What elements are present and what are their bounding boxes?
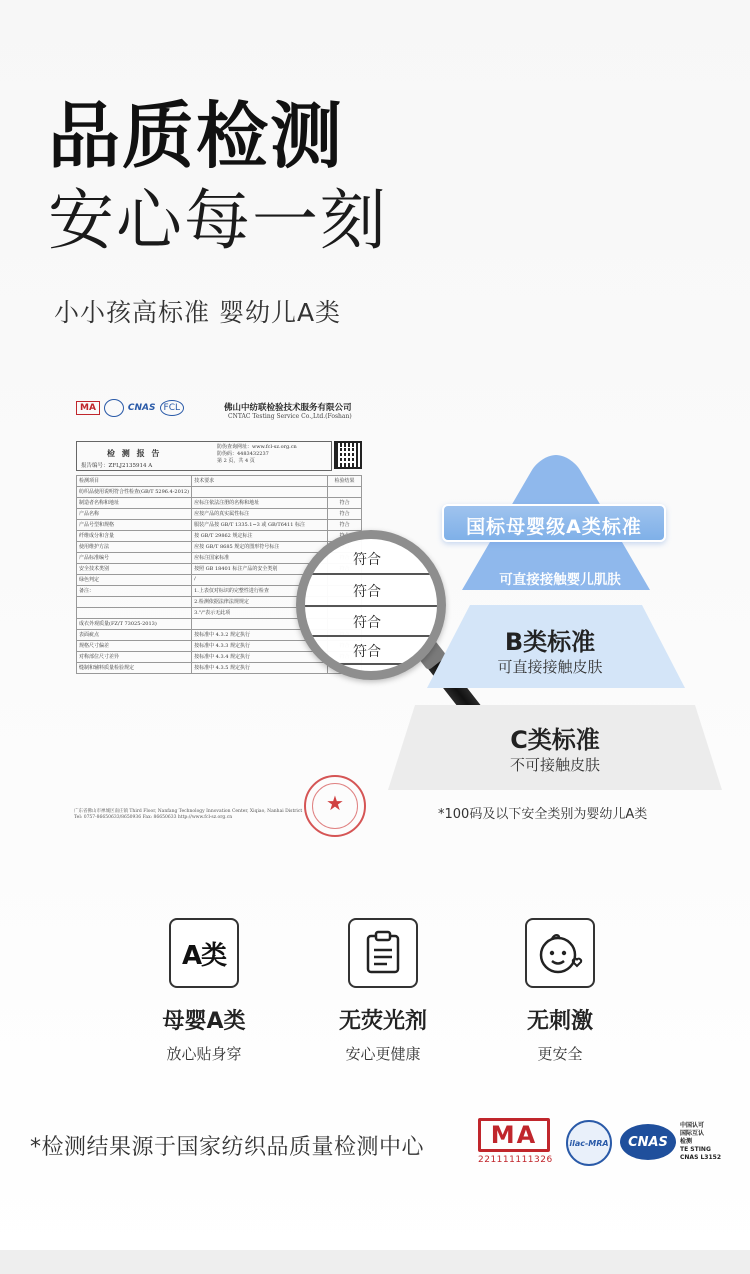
report-company-name-en: CNTAC Testing Service Co.,Ltd.(Foshan) [228, 413, 352, 420]
fcl-logo-icon: FCL [160, 400, 184, 416]
clipboard-icon [348, 918, 418, 988]
feature-subtitle: 放心贴身穿 [166, 1045, 242, 1063]
table-cell: 检验结果 [327, 476, 361, 487]
table-cell: 产品号型和规格 [77, 520, 192, 531]
cnas-logo-icon: CNAS [127, 403, 156, 413]
tier-b-title: B类标准 [504, 628, 596, 656]
tier-c-subtitle: 不可接触皮肤 [509, 756, 600, 774]
tier-a-subtitle: 可直接接触婴儿肌肤 [499, 572, 621, 588]
table-cell: 符合 [327, 509, 361, 520]
table-cell: 服装产品按 GB/T 1335.1~3 或 GB/T6411 标注 [192, 520, 328, 531]
a-class-icon: A类 [169, 918, 239, 988]
table-cell: 使用维护方法 [77, 542, 192, 553]
magnified-result: 符合 [353, 644, 381, 660]
feature-subtitle: 更安全 [537, 1045, 583, 1063]
table-cell: 按标准中 4.3.4 规定执行 [192, 652, 328, 663]
tier-a-ribbon [442, 504, 666, 542]
table-cell: 应标注依法注册的名称和地址 [192, 498, 328, 509]
report-footer: 广东省佛山市禅城区南庄镇 Third Floor, Nanfang Technology Innovation Center, Xiqiao, Nanhai District Tel: 0757-86650633/8650936 Fax: 86650633 http://www.fcl-sz.org.cn [74, 809, 303, 820]
table-cell: 产品标准编号 [77, 553, 192, 564]
official-seal-icon: ★ [304, 775, 366, 837]
magnified-result: 符合 [353, 584, 381, 600]
bottom-bar [0, 1250, 750, 1274]
table-cell: 产品名称 [77, 509, 192, 520]
feature-title: 无刺激 [526, 1009, 593, 1034]
table-cell: 纤维成分和含量 [77, 531, 192, 542]
report-doc-title: 检 测 报 告 [107, 448, 162, 458]
source-note: *检测结果源于国家纺织品质量检测中心 [30, 1135, 425, 1160]
tier-a-title: 国标母婴级A类标准 [466, 516, 642, 538]
ma-logo-icon: MA [478, 1118, 550, 1152]
table-cell: 缝制和辅料质量检验规定 [77, 663, 192, 674]
hero-subtitle: 安心每一刻 [48, 182, 388, 259]
table-cell: 制造者名称和地址 [77, 498, 192, 509]
table-cell: 2.检测依据法律法规规定 [192, 597, 328, 608]
table-cell: 按照 GB 18401 标注产品的安全类别 [192, 564, 328, 575]
table-cell: 符合 [327, 520, 361, 531]
table-cell: 技术要求 [192, 476, 328, 487]
magnified-result: 符合 [353, 615, 381, 631]
hero-title: 品质检测 [48, 94, 345, 178]
report-number: 报告编号：ZFLJ2135914 A [81, 463, 153, 469]
cnas-logo-icon: CNAS [620, 1124, 676, 1160]
table-cell: 按标准中 4.3.2 规定执行 [192, 630, 328, 641]
hero-tagline: 小小孩高标准 婴幼儿A类 [54, 298, 342, 327]
feature-a-class [129, 918, 279, 1064]
table-cell: 3."/"表示无此项 [192, 608, 328, 619]
table-cell: 安全技术类别 [77, 564, 192, 575]
table-cell: 应按产品的真实属性标注 [192, 509, 328, 520]
baby-face-icon [525, 918, 595, 988]
tier-b-subtitle: 可直接接触皮肤 [497, 658, 603, 676]
table-cell: 表面疵点 [77, 630, 192, 641]
ilac-mra-logo-icon: ilac-MRA [566, 1120, 612, 1166]
table-cell: 应标注国家标准 [192, 553, 328, 564]
ma-logo-icon: MA [76, 401, 100, 415]
report-company-name: 佛山中纺联检验技术服务有限公司 [224, 403, 352, 413]
cnas-accreditation-text: 中国认可 国际互认 检测 TE STING CNAS L3152 [680, 1122, 722, 1161]
pyramid-footnote: *100码及以下安全类别为婴幼儿A类 [438, 807, 648, 822]
report-header-right: 防伪查询网址：www.fcl-sz.org.cn 防伪码：4483432237 第 2 页，共 4 页 [217, 444, 297, 464]
table-cell: 1.上表仅对标识的完整性进行检查 [192, 586, 328, 597]
table-cell: 纺织品使用说明符合性检查(GB/T 5296.4-2012) [77, 487, 192, 498]
magnified-result: 符合 [353, 552, 381, 568]
table-cell: 检测项目 [77, 476, 192, 487]
table-cell: 按标准中 4.3.5 规定执行 [192, 663, 328, 674]
table-cell: 按标准中 4.3.3 规定执行 [192, 641, 328, 652]
feature-title: 无荧光剂 [338, 1009, 427, 1034]
tier-c-title: C类标准 [510, 726, 600, 754]
feature-title: 母婴A类 [162, 1009, 246, 1034]
feature-no-fluorescent [308, 918, 458, 1064]
table-cell: 绿色判定 [77, 575, 192, 586]
table-cell: 应按 GB/T 8685 规定的图形符号标注 [192, 542, 328, 553]
table-cell: 对称部位尺寸差异 [77, 652, 192, 663]
table-cell: 符合 [327, 498, 361, 509]
ma-number: 221111111326 [478, 1155, 553, 1165]
table-cell: 成衣外观质量(FZ/T 73025-2013) [77, 619, 192, 630]
table-cell: / [192, 575, 328, 586]
feature-no-irritation [485, 918, 635, 1064]
ma-certification-logo [478, 1118, 553, 1165]
table-cell: 按 GB/T 29862 规定标注 [192, 531, 328, 542]
table-cell: 备注： [77, 586, 192, 597]
table-cell: 规格尺寸偏差 [77, 641, 192, 652]
feature-subtitle: 安心更健康 [345, 1045, 421, 1063]
